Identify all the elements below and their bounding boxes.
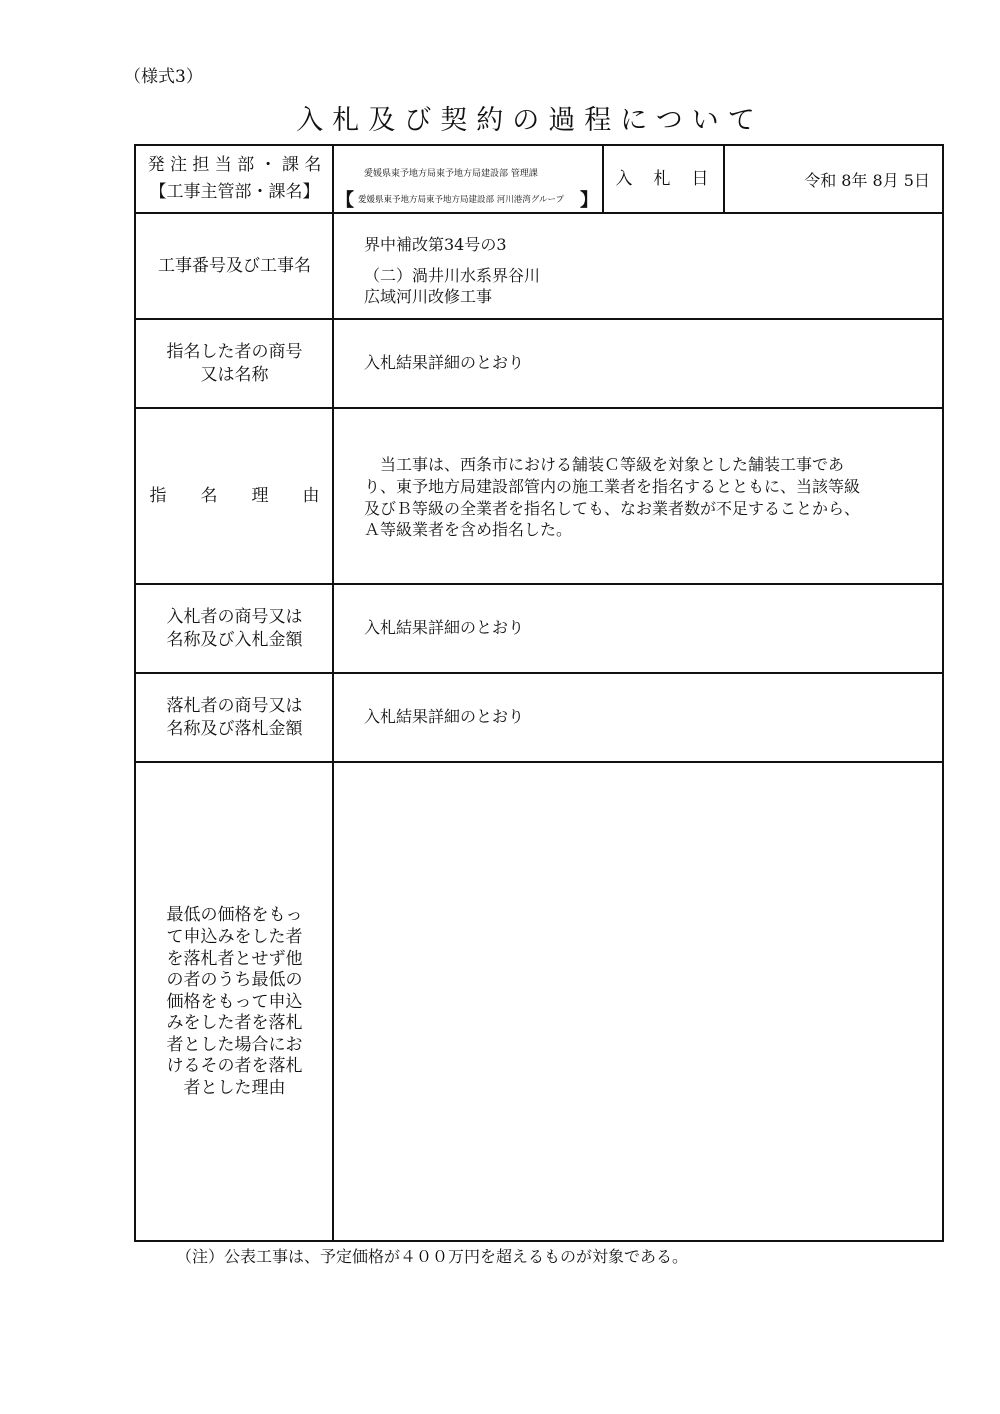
project-number: 界中補改第34号の3 [364,235,507,254]
reason-line: 当工事は、西条市における舗装Ｃ等級を対象とした舗装工事であ [364,455,845,474]
bidders-label-line1: 入札者の商号又は [166,606,303,627]
exception-label-line: 価格をもって申込 [166,991,303,1012]
department-label: 発 注 担 当 部 ・ 課 名 [147,155,322,176]
project-label: 工事番号及び工事名 [158,255,311,276]
nomination-reason-label: 指 名 理 由 [149,485,320,506]
bid-date-value: 令和 8年 8月 5日 [804,170,930,190]
exception-reason-label-cell [136,763,333,1242]
nominees-label-line1: 指名した者の商号 [166,341,303,362]
winner-label-line1: 落札者の商号又は [166,695,303,716]
supervising-department-text: 愛媛県東予地方局東予地方局建設部 河川港湾グループ [358,195,565,205]
reason-line: り、東予地方局建設部管内の施工業者を指名するとともに、当該等級 [364,476,861,496]
reason-line: 及びＢ等級の全業者を指名しても、なお業者数が不足することから、 [364,498,861,518]
project-name-line2: 広域河川改修工事 [364,287,493,307]
exception-reason-value [364,763,934,1242]
bidders-label-line2: 名称及び入札金額 [166,629,303,650]
exception-label-line: を落札者とせず他 [166,948,303,969]
nominees-value: 入札結果詳細のとおり [364,353,525,373]
supervising-department-value [336,186,598,212]
winner-value: 入札結果詳細のとおり [364,707,525,727]
footnote: （注）公表工事は、予定価格が４００万円を超えるものが対象である。 [176,1247,689,1266]
bidders-value: 入札結果詳細のとおり [364,618,525,638]
bracket-open: 【 [336,190,354,211]
nomination-reason-value [364,454,860,541]
form-number-label: （様式3） [124,67,203,87]
exception-label-line: けるその者を落札 [166,1056,303,1077]
department-value: 愛媛県東予地方局東予地方局建設部 管理課 [364,169,538,179]
exception-label-line: 者とした場合にお [166,1034,303,1055]
department-value-cell [136,146,602,212]
exception-label-line: 者とした理由 [183,1078,286,1099]
nominees-label-cell [136,320,333,407]
project-value-cell [364,234,540,308]
procurement-form-table [134,144,944,1242]
exception-label-line: 最低の価格をもっ [166,905,303,926]
bid-date-label: 入 札 日 [615,168,711,189]
bidders-label-cell [136,585,333,672]
bracket-close: 】 [580,190,599,211]
winner-label-line2: 名称及び落札金額 [166,718,303,739]
reason-line: Ａ等級業者を含め指名した。 [364,520,573,540]
nominees-label-line2: 又は名称 [200,364,269,385]
project-name-line1: （二）渦井川水系界谷川 [364,265,541,285]
supervising-department-label: 【工事主管部・課名】 [149,182,320,202]
exception-label-line: みをした者を落札 [166,1013,303,1034]
exception-label-line: て申込みをした者 [166,926,303,947]
winner-label-cell [136,674,333,761]
document-title: 入札及び契約の過程について [296,105,764,136]
exception-label-line: の者のうち最低の [166,970,303,991]
